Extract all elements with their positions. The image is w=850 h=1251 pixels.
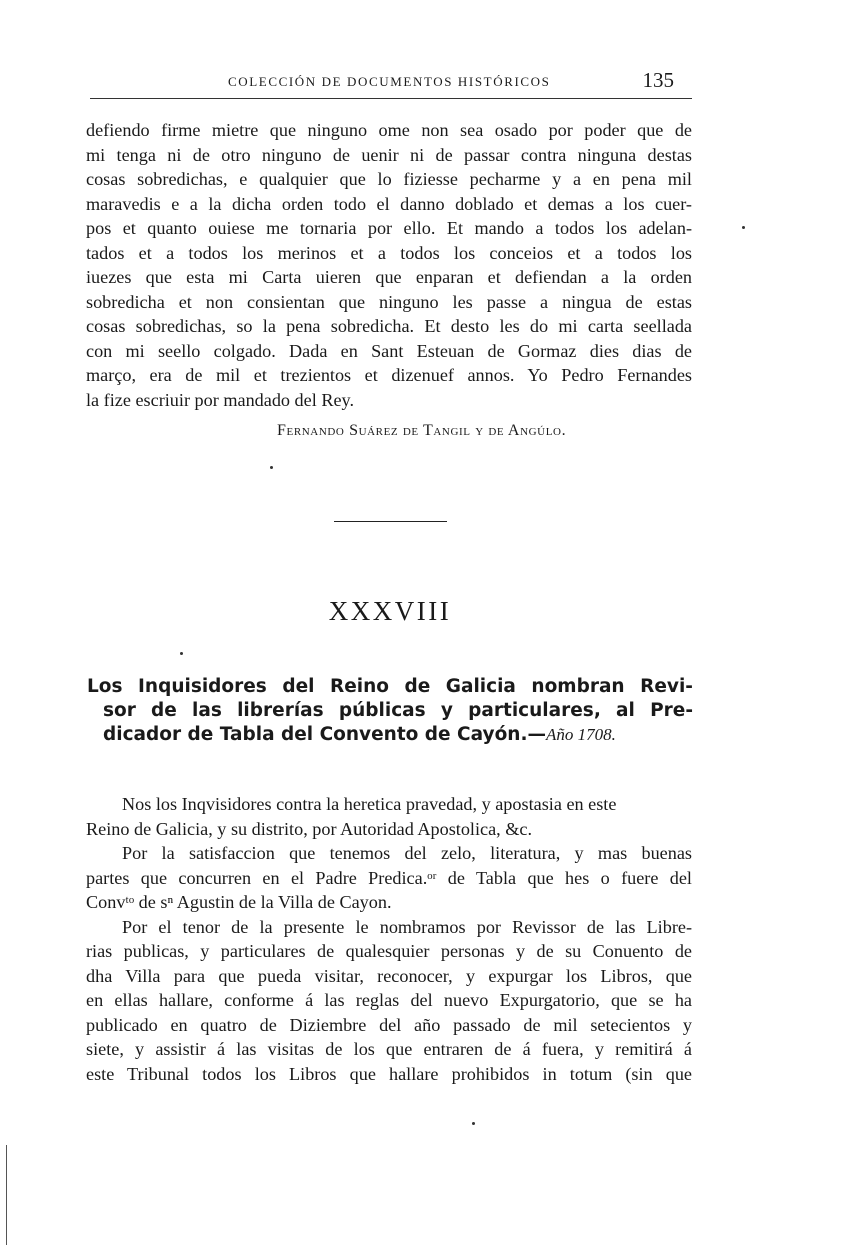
text-line: publicado en quatro de Diziembre del año passado de mil setecientos y bbox=[86, 1014, 692, 1035]
text-line: maravedis e a la dicha orden todo el danno doblado et demas a los cuer- bbox=[86, 193, 692, 214]
heading-line: dicador de Tabla del Convento de Cayón.— bbox=[103, 724, 546, 745]
scan-speck bbox=[472, 1122, 475, 1125]
text-line: mi tenga ni de otro ninguno de uenir ni de passar contra ninguna destas bbox=[86, 144, 692, 165]
text-line: defiendo firme mietre que ninguno ome non sea osado por poder que de bbox=[86, 120, 692, 140]
scan-speck bbox=[180, 652, 183, 655]
text-line: partes que concurren en el Padre Predica.ᵒʳ de Tabla que hes o fuere del bbox=[86, 867, 692, 888]
running-title: COLECCIÓN DE DOCUMENTOS HISTÓRICOS bbox=[228, 74, 551, 89]
text-line: Nos los Inqvisidores contra la heretica pravedad, y apostasia en este bbox=[122, 794, 617, 814]
document-heading bbox=[87, 675, 693, 747]
text-line: en ellas hallare, conforme á las reglas del nuevo Expurgatorio, que se ha bbox=[86, 990, 692, 1010]
section-separator bbox=[334, 521, 447, 522]
text-line: sobredicha et non consientan que ninguno les passe a ningua de estas bbox=[86, 291, 692, 312]
scan-speck bbox=[742, 226, 745, 229]
document-year: Año 1708. bbox=[546, 725, 616, 744]
text-line: este Tribunal todos los Libros que hallare prohibidos in totum (sin que bbox=[86, 1063, 692, 1084]
text-line: la fize escriuir por mandado del Rey. bbox=[86, 389, 354, 410]
document-body bbox=[86, 792, 692, 1086]
text-line: Convᵗᵒ de sⁿ Agustin de la Villa de Cayon. bbox=[86, 892, 392, 912]
heading-line-with-year bbox=[87, 723, 693, 747]
signature: Fernando Suárez de Tangil y de Angúlo. bbox=[277, 422, 567, 439]
text-line: Por el tenor de la presente le nombramos por Revissor de las Libre- bbox=[122, 916, 692, 937]
text-line: con mi seello colgado. Dada en Sant Esteuan de Gormaz dies dias de bbox=[86, 340, 692, 361]
scan-speck bbox=[270, 466, 273, 469]
text-line: tados et a todos los merinos et a todos los conceios et a todos los bbox=[86, 242, 692, 263]
text-line: cosas sobredichas, so la pena sobredicha. Et desto les do mi carta seellada bbox=[86, 316, 692, 336]
text-line: pos et quanto ouiese me tornaria por ello. Et mando a todos los adelan- bbox=[86, 218, 692, 238]
document-number: XXXVIII bbox=[328, 596, 452, 626]
heading-line: sor de las librerías públicas y particulares, al Pre- bbox=[103, 700, 693, 721]
text-line: Por la satisfaccion que tenemos del zelo, literatura, y mas buenas bbox=[122, 843, 692, 863]
heading-line: Los Inquisidores del Reino de Galicia nombran Revi- bbox=[87, 676, 693, 697]
running-head bbox=[90, 68, 692, 99]
text-line: dha Villa para que pueda visitar, reconocer, y expurgar los Libros, que bbox=[86, 965, 692, 986]
text-line: março, era de mil et trezientos et dizenuef annos. Yo Pedro Fernandes bbox=[86, 365, 692, 385]
text-line: rias publicas, y particulares de qualesquier personas y de su Conuento de bbox=[86, 941, 692, 961]
text-line: Reino de Galicia, y su distrito, por Autoridad Apostolica, &c. bbox=[86, 818, 533, 839]
previous-document-text bbox=[86, 118, 692, 412]
page-number: 135 bbox=[642, 68, 674, 92]
text-line: cosas sobredichas, e qualquier que lo fiziesse pecharme y a en pena mil bbox=[86, 169, 692, 189]
text-line: siete, y assistir á las visitas de los que entraren de á fuera, y remitirá á bbox=[86, 1039, 692, 1059]
scan-edge bbox=[6, 1145, 7, 1245]
text-line: iuezes que esta mi Carta uieren que enparan et defiendan a la orden bbox=[86, 267, 692, 287]
